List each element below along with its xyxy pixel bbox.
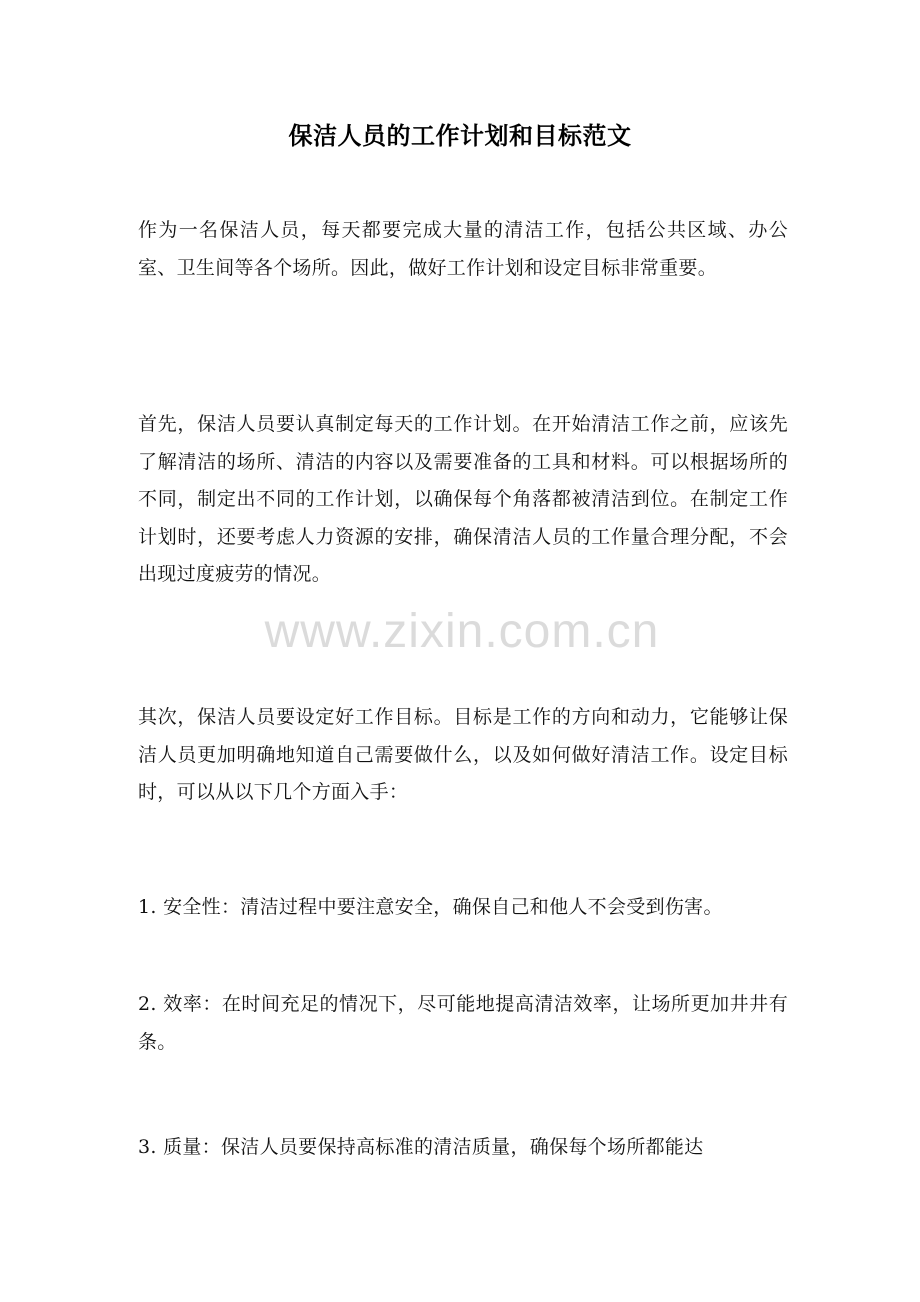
list-item-efficiency: 2. 效率：在时间充足的情况下，尽可能地提高清洁效率，让场所更加井井有条。 — [138, 993, 788, 1053]
paragraph-intro: 作为一名保洁人员，每天都要完成大量的清洁工作，包括公共区域、办公室、卫生间等各个场所。因此，做好工作计划和设定目标非常重要。 — [138, 219, 788, 279]
paragraph-work-goals: 其次，保洁人员要设定好工作目标。目标是工作的方向和动力，它能够让保洁人员更加明确地知道自己需要做什么，以及如何做好清洁工作。设定目标时，可以从以下几个方面入手： — [138, 706, 788, 803]
list-item-quality: 3. 质量：保洁人员要保持高标准的清洁质量，确保每个场所都能达 — [138, 1136, 704, 1158]
list-item-safety: 1. 安全性：清洁过程中要注意安全，确保自己和他人不会受到伤害。 — [138, 896, 723, 918]
watermark: www.zixin.com.cn — [264, 605, 660, 658]
paragraph-work-plan: 首先，保洁人员要认真制定每天的工作计划。在开始清洁工作之前，应该先了解清洁的场所、清洁的内容以及需要准备的工具和材料。可以根据场所的不同，制定出不同的工作计划，以确保每个角落都被清洁到位。在制定工作计划时，还要考虑人力资源的安排，确保清洁人员的工作量合理分配，不会出现过度疲劳的情况。 — [138, 413, 788, 585]
document-title: 保洁人员的工作计划和目标范文 — [288, 121, 632, 150]
